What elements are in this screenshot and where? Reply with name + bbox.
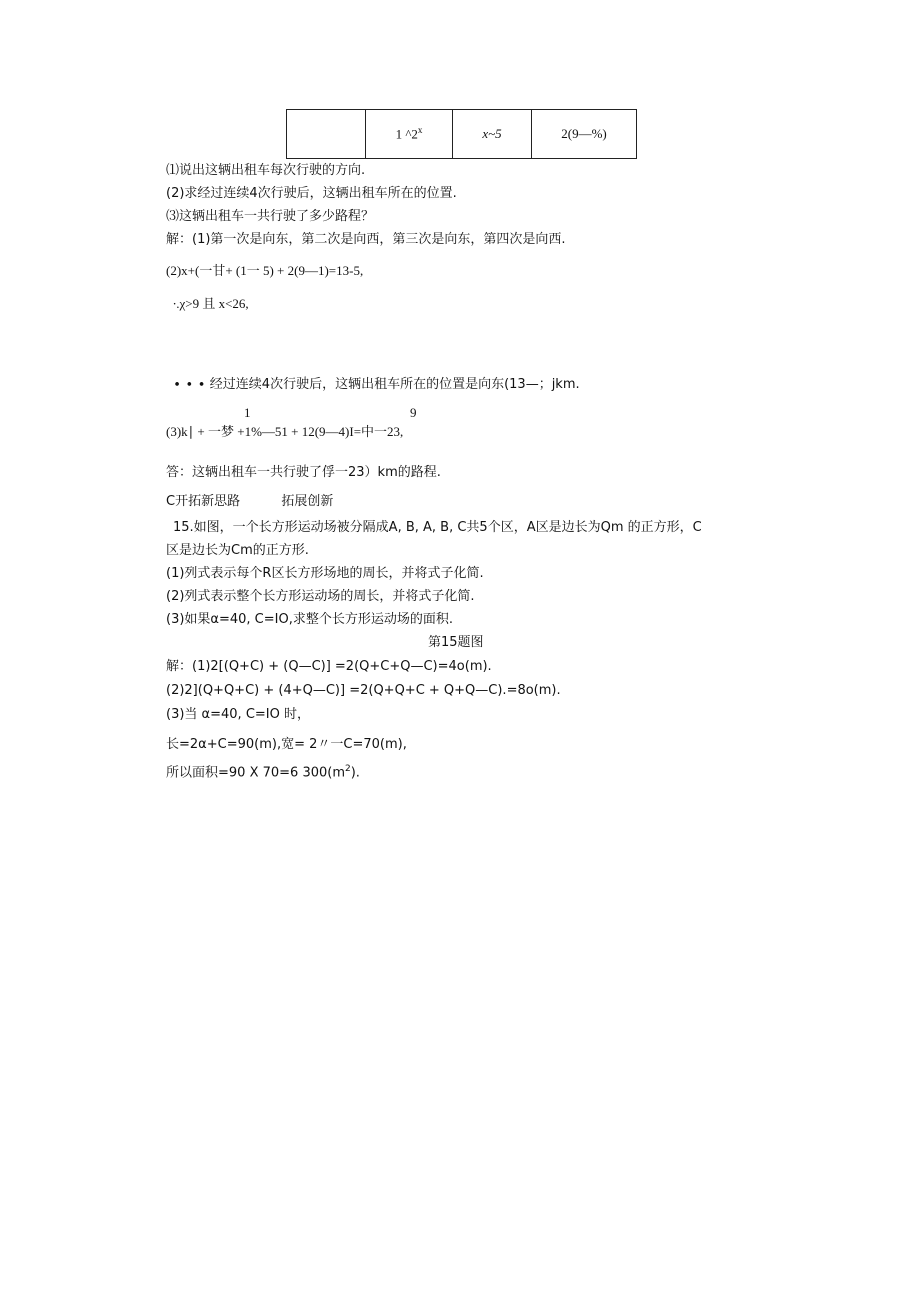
problem-15-text-cont: 区是边长为Cm的正方形. [166, 543, 309, 558]
answer-conclusion: 答：这辆出租车一共行驶了俘一23）km的路程. [166, 465, 441, 480]
problem-15-text: 15.如图，一个长方形运动场被分隔成A, B, A, B, C共5个区，A区是边长为Qm 的正方形，C [173, 520, 702, 535]
fraction-numerator-1: 1 [244, 405, 251, 420]
question-1: ⑴说出这辆出租车每次行驶的方向. [166, 163, 366, 178]
fraction-numerator-9: 9 [410, 405, 417, 420]
section-heading: C开拓新思路 拓展创新 [166, 494, 334, 509]
question-2: (2)求经过连续4次行驶后，这辆出租车所在的位置. [166, 186, 457, 201]
solution-dimensions: 长=2α+C=90(m),宽= 2〃一C=70(m), [166, 737, 407, 752]
solution-1: 解：(1)2[(Q+C) + (Q—C)] =2(Q+C+Q—C)=4o(m). [166, 659, 492, 674]
question-3: ⑶这辆出租车一共行驶了多少路程？ [166, 209, 375, 224]
data-table [286, 109, 637, 159]
solution-area: 所以面积=90 X 70=6 $300(m^2)$. [166, 764, 360, 781]
answer-part-2: (2)x+(一甘+ (1一 5) + 2(9—1)=13-5, [166, 263, 364, 278]
problem-15-q3: (3)如果α=40, C=IO,求整个长方形运动场的面积. [166, 612, 453, 627]
answer-condition: ∙.χ>9 且 x<26, [173, 296, 249, 311]
problem-15-q1: (1)列式表示每个R区长方形场地的周长，并将式子化简. [166, 566, 484, 581]
answer-part-3: (3)k∣ + 一梦 +1%—51 + 12(9—4)I=中一23, [166, 424, 404, 439]
superscript: x [417, 125, 423, 136]
solution-2: (2)2](Q+Q+C) + (4+Q—C)] =2(Q+Q+C + Q+Q—C).=8o(m). [166, 683, 561, 698]
table-cell-empty [287, 110, 366, 159]
table-cell-1: 1 ^2$^x$ [366, 110, 453, 159]
figure-caption: 第15题图 [428, 635, 484, 650]
table-row [287, 110, 637, 159]
answer-position: ∙ ∙ ∙ 经过连续4次行驶后，这辆出租车所在的位置是向东(13—；jkm. [173, 377, 580, 392]
problem-15-q2: (2)列式表示整个长方形运动场的周长，并将式子化简. [166, 589, 475, 604]
table-cell-2: x~5 [453, 110, 532, 159]
solution-3: (3)当 α=40, C=IO 时， [166, 707, 310, 722]
answer-part-1: 解：(1)第一次是向东，第二次是向西，第三次是向东，第四次是向西. [166, 232, 566, 247]
table-cell-3: 2(9—%) [532, 110, 637, 159]
superscript: 2 [345, 764, 351, 774]
